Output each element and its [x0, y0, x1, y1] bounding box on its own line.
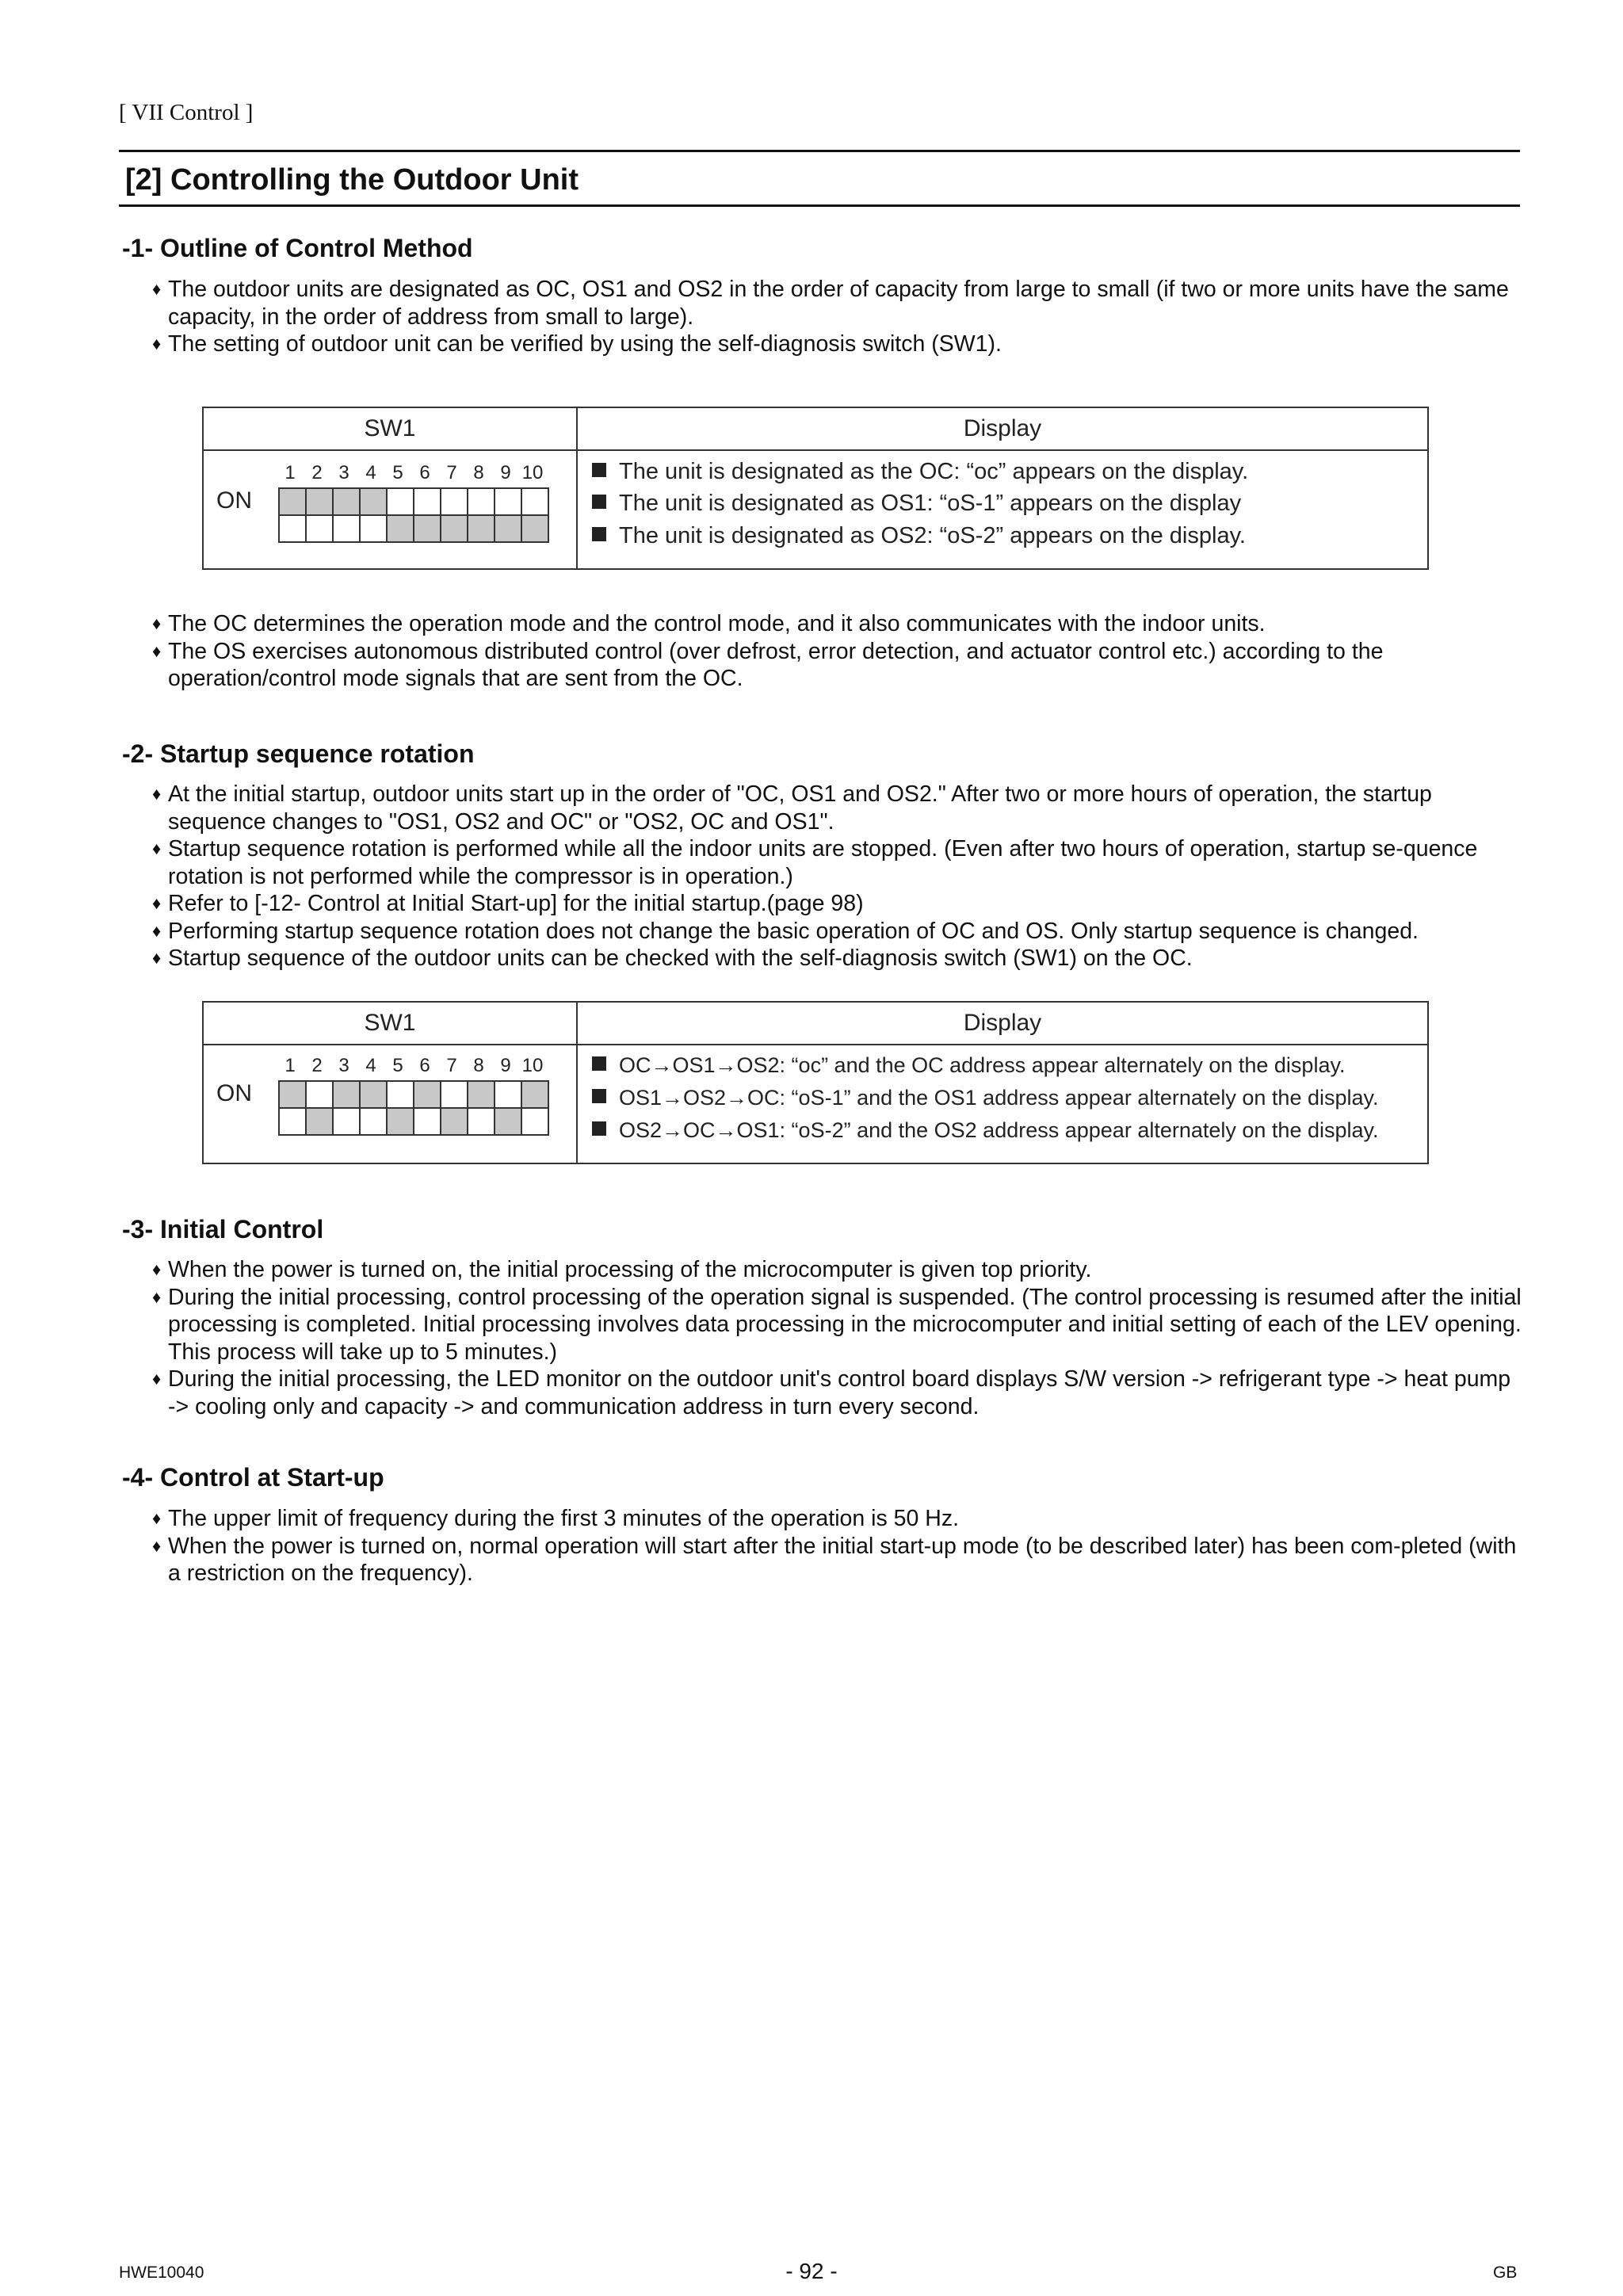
switch-number: 5	[392, 462, 403, 483]
switch-on-position	[306, 1081, 333, 1108]
bullet-text: The outdoor units are designated as OC, OS1 and OS2 in the order of capacity from large to small (if two or more units have the same capacity, in the order of address from small to large).	[168, 277, 1509, 330]
switch-number: 4	[365, 462, 376, 483]
dip-switch-cell	[203, 450, 577, 569]
dip-switch-grid	[278, 1080, 549, 1136]
section-1-bullets-b	[152, 610, 1523, 693]
switch-numbers	[277, 1055, 554, 1077]
bullet-item	[152, 1505, 1523, 1533]
switch-off-position	[333, 1108, 360, 1135]
switch-off-position	[441, 1108, 468, 1135]
diamond-bullet-icon: ♦	[152, 920, 162, 941]
switch-number: 7	[446, 1055, 457, 1076]
diamond-bullet-icon: ♦	[152, 1508, 162, 1528]
display-row-os1-sequence	[592, 1086, 1379, 1110]
display-row-text: The unit is designated as the OC: “oc” appears on the display.	[619, 459, 1249, 484]
square-bullet-icon	[592, 1056, 606, 1071]
square-bullet-icon	[592, 463, 606, 477]
bullet-item	[152, 890, 1523, 918]
switch-number: 5	[392, 1055, 403, 1076]
chapter-title: [2] Controlling the Outdoor Unit	[125, 163, 579, 197]
switch-on-position	[521, 1081, 548, 1108]
switch-on-position	[279, 1081, 306, 1108]
diamond-bullet-icon: ♦	[152, 279, 162, 299]
bullet-item	[152, 1284, 1523, 1366]
switch-number: 4	[365, 1055, 376, 1076]
bullet-item	[152, 1533, 1523, 1587]
display-cell	[577, 1045, 1428, 1163]
page-number: - 92 -	[785, 2259, 838, 2283]
diamond-bullet-icon: ♦	[152, 948, 162, 968]
switch-off-position	[333, 515, 360, 542]
switch-off-position	[279, 1108, 306, 1135]
switch-number: 9	[500, 462, 511, 483]
switch-on-position	[333, 488, 360, 515]
section-2-title: -2- Startup sequence rotation	[122, 739, 475, 768]
dip-switch-cell	[203, 1045, 577, 1163]
bullet-text: When the power is turned on, normal operation will start after the initial start-up mode (to be described later) has been com-pleted (with a restriction on the frequency).	[168, 1533, 1517, 1586]
switch-number: 1	[285, 1055, 296, 1076]
display-row-oc	[592, 459, 1248, 485]
dip-switch-grid	[278, 487, 549, 543]
switch-number: 10	[521, 462, 544, 483]
switch-on-position	[441, 488, 468, 515]
bullet-text: Startup sequence rotation is performed while all the indoor units are stopped. (Even after two hours of operation, startup se-quence rotation is not performed while the compressor is in operation.)	[168, 836, 1478, 889]
switch-number: 1	[285, 462, 296, 483]
switch-off-position	[360, 1108, 387, 1135]
switch-on-position	[414, 1081, 441, 1108]
display-row-text: The unit is designated as OS1: “oS-1” appears on the display	[619, 491, 1242, 516]
bullet-text: The OC determines the operation mode and the control mode, and it also communicates with the indoor units.	[168, 611, 1266, 636]
bullet-text: During the initial processing, control processing of the operation signal is suspended. (The control processing is resumed after the initial processing is completed. Initial processing involves data processing in the microcomputer and initial setting of each of the LEV opening. This process will take up to 5 minutes.)	[168, 1284, 1522, 1365]
bullet-text: Refer to [-12- Control at Initial Start-up] for the initial startup.(page 98)	[168, 891, 864, 916]
switch-on-position	[387, 488, 414, 515]
display-row-text: OS1→OS2→OC: “oS-1” and the OS1 address appear alternately on the display.	[619, 1086, 1379, 1110]
switch-off-position	[360, 515, 387, 542]
switch-number: 8	[473, 462, 484, 483]
display-row-os2-sequence	[592, 1118, 1379, 1143]
switch-number: 7	[446, 462, 457, 483]
switch-off-position	[306, 515, 333, 542]
switch-off-position	[468, 515, 495, 542]
sw1-table-outline	[202, 407, 1429, 570]
switch-number: 9	[500, 1055, 511, 1076]
display-column-header: Display	[577, 407, 1428, 450]
switch-on-position	[495, 488, 521, 515]
section-3-title: -3- Initial Control	[122, 1215, 324, 1244]
switch-off-position	[387, 515, 414, 542]
display-column-header: Display	[577, 1002, 1428, 1045]
diamond-bullet-icon: ♦	[152, 893, 162, 913]
switch-on-position	[306, 488, 333, 515]
diamond-bullet-icon: ♦	[152, 839, 162, 858]
switch-number: 6	[419, 1055, 430, 1076]
switch-on-position	[468, 1081, 495, 1108]
switch-number: 2	[311, 1055, 323, 1076]
switch-numbers	[277, 462, 554, 484]
diamond-bullet-icon: ♦	[152, 640, 162, 661]
section-4-bullets	[152, 1505, 1523, 1587]
section-1-title: -1- Outline of Control Method	[122, 234, 473, 262]
switch-off-position	[387, 1108, 414, 1135]
display-row-text: OS2→OC→OS1: “oS-2” and the OS2 address appear alternately on the display.	[619, 1118, 1379, 1142]
switch-on-position	[441, 1081, 468, 1108]
switch-on-position	[495, 1081, 521, 1108]
bullet-text: The OS exercises autonomous distributed control (over defrost, error detection, and actuator control etc.) according to the operation/control mode signals that are sent from the OC.	[168, 638, 1384, 691]
display-row-text: The unit is designated as OS2: “oS-2” appears on the display.	[619, 523, 1246, 548]
display-row-os2	[592, 523, 1246, 549]
diamond-bullet-icon: ♦	[152, 334, 162, 353]
diamond-bullet-icon: ♦	[152, 613, 162, 633]
bullet-text: When the power is turned on, the initial processing of the microcomputer is given top priority.	[168, 1257, 1092, 1282]
switch-on-position	[333, 1081, 360, 1108]
switch-off-position	[279, 515, 306, 542]
square-bullet-icon	[592, 1121, 606, 1136]
bullet-item	[152, 1366, 1523, 1420]
switch-off-position	[414, 515, 441, 542]
switch-off-position	[495, 515, 521, 542]
switch-off-position	[521, 515, 548, 542]
sw1-column-header: SW1	[203, 1002, 577, 1045]
switch-on-position	[521, 488, 548, 515]
switch-off-position	[495, 1108, 521, 1135]
switch-off-position	[441, 515, 468, 542]
running-head: [ VII Control ]	[119, 100, 254, 125]
doc-code: HWE10040	[119, 2264, 204, 2282]
switch-number: 3	[338, 462, 349, 483]
diamond-bullet-icon: ♦	[152, 1369, 162, 1389]
bullet-text: The upper limit of frequency during the first 3 minutes of the operation is 50 Hz.	[168, 1506, 960, 1531]
display-cell	[577, 450, 1428, 569]
switch-on-position	[414, 488, 441, 515]
display-row-os1	[592, 491, 1241, 517]
bullet-item	[152, 276, 1523, 330]
switch-on-position	[387, 1081, 414, 1108]
diamond-bullet-icon: ♦	[152, 1535, 162, 1556]
section-4-title: -4- Control at Start-up	[122, 1463, 384, 1492]
bullet-text: At the initial startup, outdoor units start up in the order of "OC, OS1 and OS2." After two or more hours of operation, the startup sequence changes to "OS1, OS2 and OC" or "OS2, OC and OS1".	[168, 781, 1432, 835]
switch-on-position	[360, 488, 387, 515]
switch-off-position	[521, 1108, 548, 1135]
switch-number: 8	[473, 1055, 484, 1076]
section-2-bullets	[152, 781, 1523, 972]
square-bullet-icon	[592, 527, 606, 541]
bullet-item	[152, 610, 1523, 638]
display-row-oc-sequence	[592, 1053, 1345, 1078]
bullet-item	[152, 330, 1523, 358]
diamond-bullet-icon: ♦	[152, 784, 162, 804]
section-1-bullets-a	[152, 276, 1523, 358]
bullet-text: Startup sequence of the outdoor units can be checked with the self-diagnosis switch (SW1) on the OC.	[168, 946, 1193, 971]
bullet-text: Performing startup sequence rotation does not change the basic operation of OC and OS. Only startup sequence is changed.	[168, 918, 1419, 944]
switch-on-position	[468, 488, 495, 515]
section-3-bullets	[152, 1256, 1523, 1420]
sw1-column-header: SW1	[203, 407, 577, 450]
square-bullet-icon	[592, 1089, 606, 1103]
on-label: ON	[216, 1080, 252, 1106]
bullet-text: During the initial processing, the LED monitor on the outdoor unit's control board displays S/W version -> refrigerant type -> heat pump -> cooling only and capacity -> and communication address in turn every second.	[168, 1366, 1511, 1419]
switch-off-position	[468, 1108, 495, 1135]
bullet-item	[152, 638, 1523, 693]
diamond-bullet-icon: ♦	[152, 1286, 162, 1307]
display-row-text: OC→OS1→OS2: “oc” and the OC address appear alternately on the display.	[619, 1053, 1346, 1077]
bullet-item	[152, 781, 1523, 835]
switch-off-position	[414, 1108, 441, 1135]
bullet-item	[152, 1256, 1523, 1284]
region-code: GB	[1493, 2264, 1518, 2282]
switch-on-position	[360, 1081, 387, 1108]
switch-number: 6	[419, 462, 430, 483]
bullet-item	[152, 835, 1523, 890]
switch-off-position	[306, 1108, 333, 1135]
bullet-item	[152, 945, 1523, 972]
switch-number: 2	[311, 462, 323, 483]
switch-on-position	[279, 488, 306, 515]
bullet-text: The setting of outdoor unit can be verified by using the self-diagnosis switch (SW1).	[168, 331, 1002, 357]
switch-number: 10	[521, 1055, 544, 1076]
sw1-table-rotation	[202, 1001, 1429, 1164]
diamond-bullet-icon: ♦	[152, 1259, 162, 1279]
square-bullet-icon	[592, 495, 606, 509]
bullet-item	[152, 918, 1523, 946]
switch-number: 3	[338, 1055, 349, 1076]
header-rule-bottom	[119, 204, 1520, 207]
header-rule-top	[119, 150, 1520, 152]
on-label: ON	[216, 487, 252, 514]
